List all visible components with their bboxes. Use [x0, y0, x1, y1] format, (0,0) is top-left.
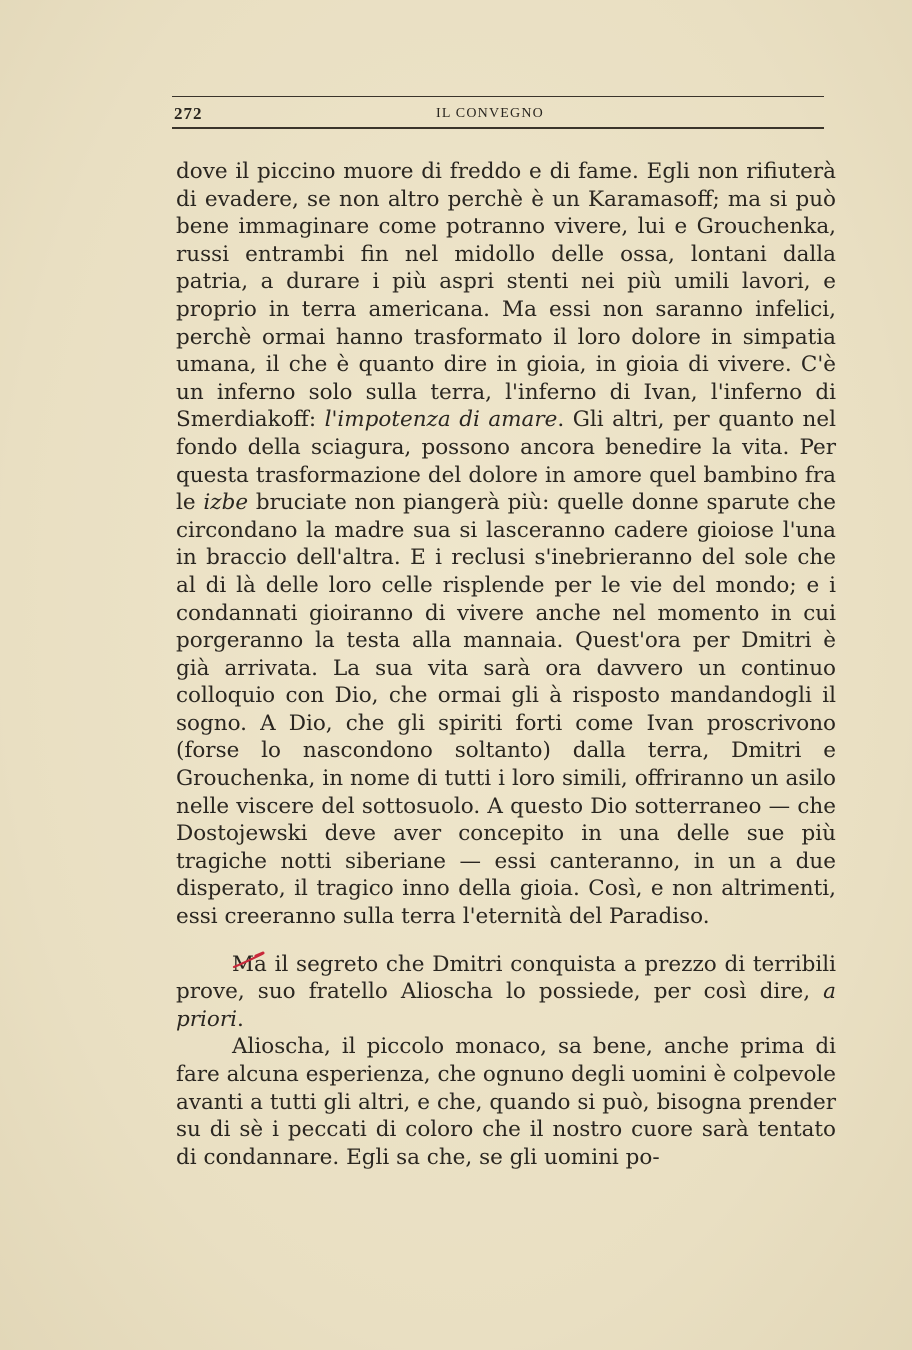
- paragraph-1-part-2: . Gli altri, per quanto nel fondo della sciagura, possono ancora benedire la vita. Per questa trasformazione del dolore in amore quel bambino fra le: [176, 407, 837, 516]
- body-text: [176, 158, 836, 1171]
- header-rule-top: [172, 96, 824, 97]
- paragraph-1-italic-1: l'impotenza di amare: [324, 407, 558, 433]
- paragraph-2-italic: a priori: [176, 979, 836, 1032]
- red-pencil-mark: [232, 950, 268, 970]
- header-rule-bottom: [172, 127, 824, 129]
- paragraph-1: [176, 158, 836, 931]
- paragraph-1-italic-2: izbe: [203, 490, 249, 516]
- page-number: 272: [174, 104, 203, 123]
- paragraph-2: [176, 951, 836, 1034]
- paragraph-1-part-3: bruciate non piangerà più: quelle donne sparute che circondano la madre sua si lasceranno cadere gioiose l'una in braccio dell'altra. E i reclusi s'inebrieranno del sole che al di là delle loro celle risplende per le vie del mondo; e i condannati gioiranno di vivere anche nel momento in cui porgeranno la testa alla mannaia. Quest'ora per Dmitri è già arrivata. La sua vita sarà ora davvero un continuo colloquio con Dio, che ormai gli à risposto mandandogli il sogno. A Dio, che gli spiriti forti come Ivan proscrivono (forse lo nascondono soltanto) dalla terra, Dmitri e Grouchenka, in nome di tutti i loro simili, offriranno un asilo nelle viscere del sottosuolo. A questo Dio sotterraneo — che Dostojewski deve aver concepito in una delle sue più tragiche notti siberiane — essi canteranno, in un a due disperato, il tragico inno della gioia. Così, e non altrimenti, essi creeranno sulla terra l'eternità del Paradiso.: [176, 490, 836, 930]
- paragraph-1-part-1: dove il piccino muore di freddo e di fame. Egli non rifiuterà di evadere, se non altro perchè è un Karamasoff; ma si può bene immaginare come potranno vivere, lui e Grouchenka, russi entrambi fin nel midollo delle ossa, lontani dalla patria, a durare i più aspri stenti nei più umili lavori, e proprio in terra americana. Ma essi non saranno infelici, perchè ormai hanno trasformato il loro dolore in simpatia umana, il che è quanto dire in gioia, in gioia di vivere. C'è un inferno solo sulla terra, l'inferno di Ivan, l'inferno di Smerdiakoff:: [176, 159, 836, 433]
- paragraph-3: [176, 1033, 836, 1171]
- running-title: IL CONVEGNO: [436, 106, 544, 121]
- paragraph-3-text: Alioscha, il piccolo monaco, sa bene, anche prima di fare alcuna esperienza, che ognuno degli uomini è colpevole avanti a tutti gli altri, e che, quando si può, bisogna prender su di sè i peccati di coloro che il nostro cuore sarà tentato di condannare. Egli sa che, se gli uomini po-: [176, 1034, 836, 1170]
- paragraph-2-text: Ma il segreto che Dmitri conquista a prezzo di terribili prove, suo fratello Alioscha lo possiede, per così dire,: [176, 951, 836, 1005]
- paragraph-2-end: .: [237, 1006, 244, 1032]
